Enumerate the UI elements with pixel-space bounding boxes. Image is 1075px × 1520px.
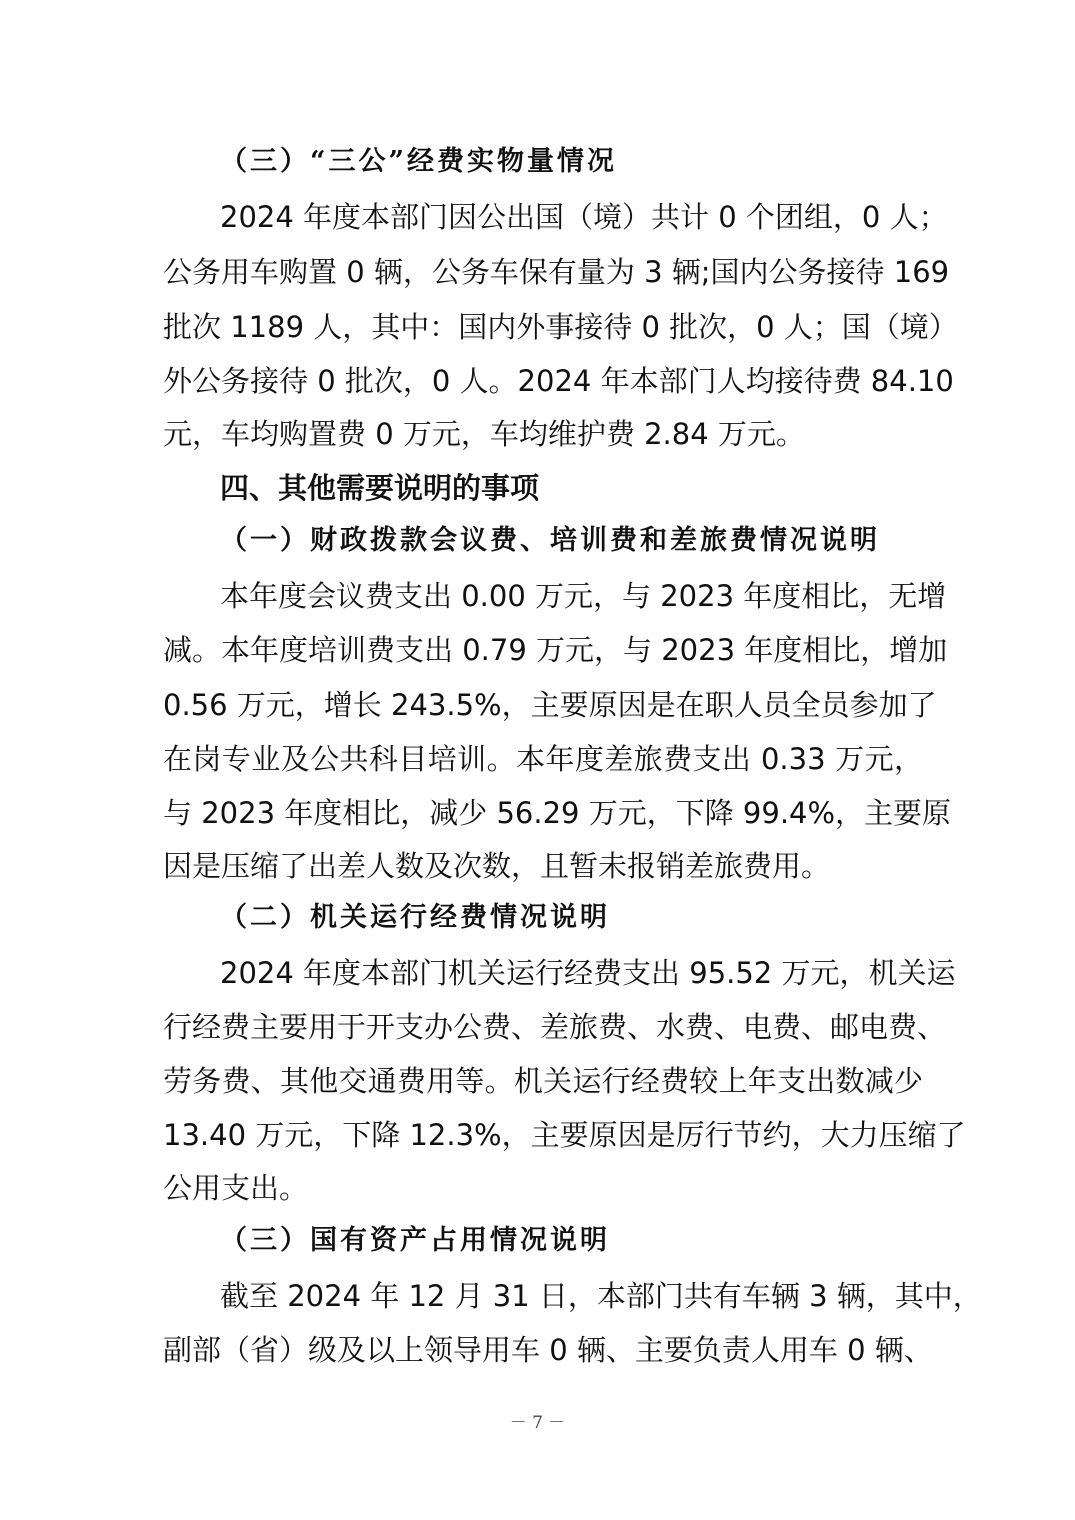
part-heading-other-matters: 四、其他需要说明的事项 bbox=[220, 471, 540, 505]
paragraph-line: 因是压缩了出差人数及次数，且暂未报销差旅费用。 bbox=[163, 849, 831, 883]
paragraph-line: 公务用车购置 0 辆，公务车保有量为 3 辆;国内公务接待 169 bbox=[163, 255, 950, 289]
paragraph-line: 外公务接待 0 批次，0 人。2024 年本部门人均接待费 84.10 bbox=[163, 364, 954, 398]
page-number: － 7 － bbox=[509, 1413, 566, 1433]
paragraph-line: 2024 年度本部门因公出国（境）共计 0 个团组，0 人； bbox=[220, 200, 948, 234]
paragraph-line: 劳务费、其他交通费用等。机关运行经费较上年支出数减少 bbox=[163, 1064, 923, 1098]
paragraph-line: 0.56 万元，增长 243.5%，主要原因是在职人员全员参加了 bbox=[163, 688, 937, 722]
paragraph-line: 在岗专业及公共科目培训。本年度差旅费支出 0.33 万元， bbox=[163, 742, 923, 776]
paragraph-line: 副部（省）级及以上领导用车 0 辆、主要负责人用车 0 辆、 bbox=[163, 1333, 933, 1367]
section-heading-state-assets: （三）国有资产占用情况说明 bbox=[220, 1225, 610, 1256]
paragraph-line: 13.40 万元，下降 12.3%，主要原因是厉行节约，大力压缩了 bbox=[163, 1118, 966, 1152]
paragraph-line: 减。本年度培训费支出 0.79 万元，与 2023 年度相比，增加 bbox=[163, 633, 948, 667]
paragraph-line: 批次 1189 人，其中：国内外事接待 0 批次，0 人；国（境） bbox=[163, 310, 958, 344]
paragraph-line: 2024 年度本部门机关运行经费支出 95.52 万元，机关运 bbox=[220, 956, 956, 990]
paragraph-line: 截至 2024 年 12 月 31 日，本部门共有车辆 3 辆，其中， bbox=[220, 1279, 982, 1313]
section-heading-operating-costs: （二）机关运行经费情况说明 bbox=[220, 902, 610, 933]
paragraph-line: 行经费主要用于开支办公费、差旅费、水费、电费、邮电费、 bbox=[163, 1010, 947, 1044]
paragraph-line: 公用支出。 bbox=[163, 1171, 309, 1205]
paragraph-line: 与 2023 年度相比，减少 56.29 万元，下降 99.4%，主要原 bbox=[163, 796, 952, 830]
section-heading-meeting-training-travel: （一）财政拨款会议费、培训费和差旅费情况说明 bbox=[220, 525, 880, 556]
paragraph-line: 本年度会议费支出 0.00 万元，与 2023 年度相比，无增 bbox=[220, 579, 947, 613]
paragraph-line: 元，车均购置费 0 万元，车均维护费 2.84 万元。 bbox=[163, 417, 805, 451]
section-heading-sanggong-quantity: （三）“三公”经费实物量情况 bbox=[220, 146, 618, 177]
